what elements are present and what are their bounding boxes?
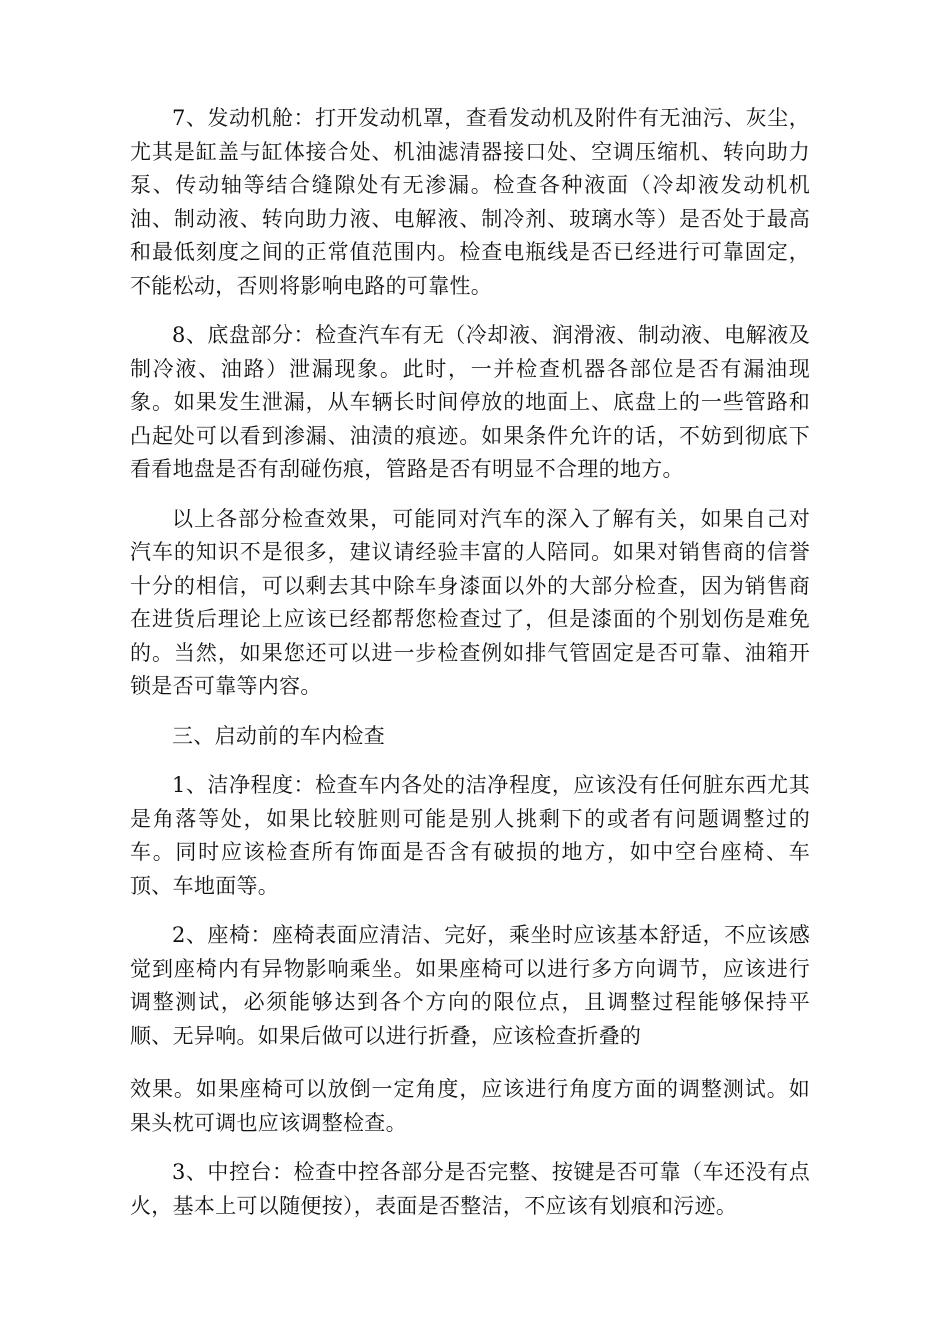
paragraph-summary: 以上各部分检查效果，可能同对汽车的深入了解有关，如果自己对汽车的知识不是很多，建议请经验丰富的人陪同。如果对销售商的信誉十分的相信，可以剩去其中除车身漆面以外的大部分检查，因为销售商在进货后理论上应该已经都帮您检查过了，但是漆面的个别划伤是难免的。当然，如果您还可以进一步检查例如排气管固定是否可靠、油箱开锁是否可靠等内容。 — [130, 506, 810, 698]
paragraph-engine-bay: 7、发动机舱：打开发动机罩，查看发动机及附件有无油污、灰尘，尤其是缸盖与缸体接合处、机油滤清器接口处、空调压缩机、转向助力泵、传动轴等结合缝隙处有无渗漏。检查各种液面（冷却液发动机机油、制动液、转向助力液、电解液、制冷剂、玻璃水等）是否处于最高和最低刻度之间的正常值范围内。检查电瓶线是否已经进行可靠固定，不能松动，否则将影响电路的可靠性。 — [130, 106, 810, 298]
paragraph-center-console: 3、中控台：检查中控各部分是否完整、按键是否可靠（车还没有点火，基本上可以随便按），表面是否整洁，不应该有划痕和污迹。 — [130, 1160, 810, 1218]
paragraph-cleanliness: 1、洁净程度：检查车内各处的洁净程度，应该没有任何脏东西尤其是角落等处，如果比较脏则可能是别人挑剩下的或者有问题调整过的车。同时应该检查所有饰面是否含有破损的地方，如中空台座椅、车顶、车地面等。 — [130, 773, 810, 898]
paragraph-seats-continued: 效果。如果座椅可以放倒一定角度，应该进行角度方面的调整测试。如果头枕可调也应该调整检查。 — [130, 1077, 810, 1135]
document-body — [130, 102, 810, 1239]
paragraph-chassis: 8、底盘部分：检查汽车有无（冷却液、润滑液、制动液、电解液及制冷液、油路）泄漏现象。此时，一并检查机器各部位是否有漏油现象。如果发生泄漏，从车辆长时间停放的地面上、底盘上的一些管路和凸起处可以看到渗漏、油渍的痕迹。如果条件允许的话，不妨到彻底下看看地盘是否有刮碰伤痕，管路是否有明显不合理的地方。 — [130, 323, 810, 481]
paragraph-seats: 2、座椅：座椅表面应清洁、完好，乘坐时应该基本舒适，不应该感觉到座椅内有异物影响乘坐。如果座椅可以进行多方向调节，应该进行调整测试，必须能够达到各个方向的限位点，且调整过程能够保持平顺、无异响。如果后做可以进行折叠，应该检查折叠的 — [130, 923, 810, 1048]
section-heading: 三、启动前的车内检查 — [172, 723, 385, 748]
